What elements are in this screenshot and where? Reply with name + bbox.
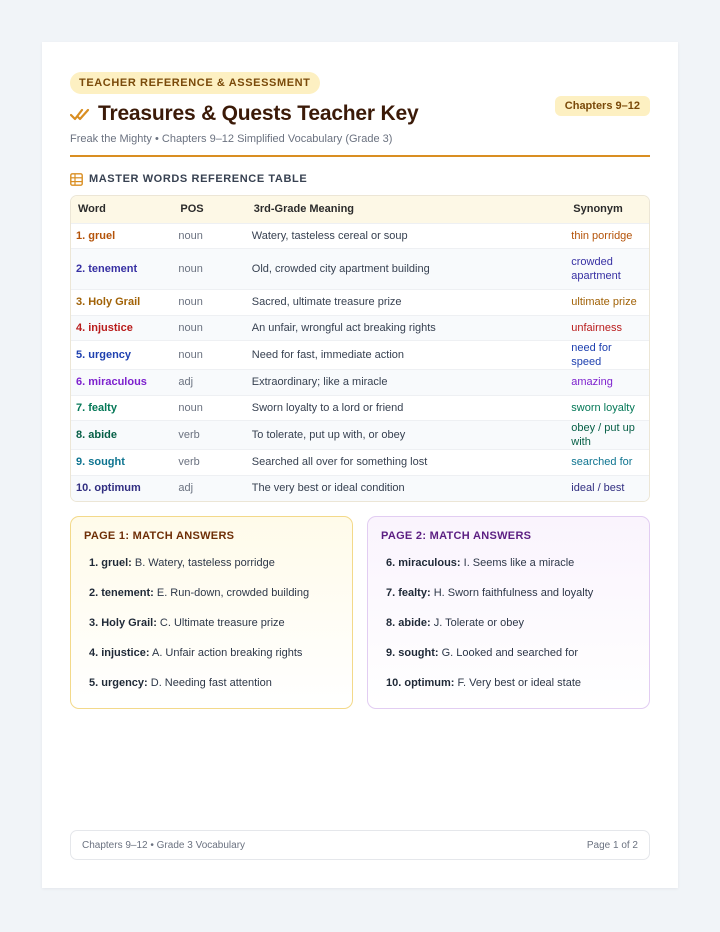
- answer-text: C. Ultimate treasure prize: [159, 616, 285, 629]
- word-cell: 3. Holy Grail: [71, 290, 173, 316]
- word-cell: 8. abide: [71, 421, 173, 450]
- answer-text: H. Sworn faithfulness and loyalty: [433, 586, 594, 599]
- col-synonym-header: Synonym: [573, 203, 623, 216]
- table-section-title: MASTER WORDS REFERENCE TABLE: [89, 173, 308, 185]
- synonym-cell: amazing: [566, 370, 649, 396]
- table-row: [71, 223, 649, 249]
- table-row: [71, 395, 649, 421]
- answer-term: 7. fealty:: [386, 586, 431, 599]
- section-pill: TEACHER REFERENCE & ASSESSMENT: [70, 72, 320, 94]
- answer-item: [386, 646, 636, 676]
- answer-text: G. Looked and searched for: [441, 646, 578, 659]
- answer-item: [89, 556, 339, 586]
- double-check-icon: [70, 106, 92, 122]
- synonym-cell: searched for: [566, 450, 649, 476]
- meaning-cell: Extraordinary; like a miracle: [247, 370, 567, 396]
- answer-term: 10. optimum:: [386, 676, 455, 689]
- table-row: [71, 249, 649, 290]
- page1-answers-title: PAGE 1: MATCH ANSWERS: [84, 529, 235, 542]
- page1-answers-box: [70, 516, 353, 709]
- col-meaning-header: 3rd-Grade Meaning: [253, 203, 355, 216]
- answer-item: [386, 616, 636, 646]
- page2-answers-list: [381, 556, 636, 706]
- answer-item: [386, 676, 636, 706]
- footer-left-text: Chapters 9–12 • Grade 3 Vocabulary: [82, 839, 246, 851]
- page1-answers-list: [84, 556, 339, 706]
- answer-term: 2. tenement:: [89, 586, 154, 599]
- synonym-cell: obey / put up with: [566, 421, 649, 450]
- table-row: [71, 475, 649, 501]
- answer-item: [89, 676, 339, 706]
- word-cell: 10. optimum: [71, 475, 173, 501]
- table-row: [71, 341, 649, 370]
- word-cell: 9. sought: [71, 450, 173, 476]
- table-row: [71, 421, 649, 450]
- synonym-cell: sworn loyalty: [566, 395, 649, 421]
- pos-cell: noun: [173, 341, 246, 370]
- page2-answers-box: [367, 516, 650, 709]
- page-footer: [70, 830, 650, 860]
- word-cell: 7. fealty: [71, 395, 173, 421]
- meaning-cell: The very best or ideal condition: [247, 475, 567, 501]
- table-row: [71, 370, 649, 396]
- pos-cell: noun: [173, 249, 246, 290]
- answer-boxes: [70, 516, 650, 709]
- answer-term: 6. miraculous:: [386, 556, 461, 569]
- word-cell: 1. gruel: [71, 223, 173, 249]
- table-header-row: [71, 196, 649, 223]
- answer-text: D. Needing fast attention: [150, 676, 272, 689]
- pos-cell: adj: [173, 370, 246, 396]
- table-row: [71, 450, 649, 476]
- table-row: [71, 290, 649, 316]
- answer-text: E. Run-down, crowded building: [156, 586, 310, 599]
- answer-term: 1. gruel:: [89, 556, 132, 569]
- answer-text: F. Very best or ideal state: [457, 676, 582, 689]
- col-pos-header: POS: [180, 203, 204, 216]
- worksheet-page: [42, 42, 678, 888]
- synonym-cell: ultimate prize: [566, 290, 649, 316]
- pos-cell: adj: [173, 475, 246, 501]
- page2-answers-title: PAGE 2: MATCH ANSWERS: [381, 529, 532, 542]
- table-grid-icon: [70, 173, 83, 186]
- meaning-cell: Watery, tasteless cereal or soup: [247, 223, 567, 249]
- pos-cell: noun: [173, 290, 246, 316]
- answer-text: B. Watery, tasteless porridge: [134, 556, 275, 569]
- answer-term: 8. abide:: [386, 616, 431, 629]
- answer-text: I. Seems like a miracle: [463, 556, 575, 569]
- answer-item: [89, 646, 339, 676]
- pos-cell: verb: [173, 421, 246, 450]
- page-title: Treasures & Quests Teacher Key: [98, 102, 419, 125]
- word-cell: 5. urgency: [71, 341, 173, 370]
- page-subtitle: Freak the Mighty • Chapters 9–12 Simplified Vocabulary (Grade 3): [70, 133, 393, 145]
- meaning-cell: Sacred, ultimate treasure prize: [247, 290, 567, 316]
- table-section-heading: [70, 171, 650, 187]
- meaning-cell: Need for fast, immediate action: [247, 341, 567, 370]
- pos-cell: noun: [173, 395, 246, 421]
- answer-text: J. Tolerate or obey: [433, 616, 524, 629]
- table-row: [71, 315, 649, 341]
- synonym-cell: thin porridge: [566, 223, 649, 249]
- synonym-cell: need for speed: [566, 341, 649, 370]
- meaning-cell: To tolerate, put up with, or obey: [247, 421, 567, 450]
- chapter-badge: Chapters 9–12: [555, 96, 650, 116]
- answer-term: 5. urgency:: [89, 676, 148, 689]
- answer-item: [89, 586, 339, 616]
- answer-term: 3. Holy Grail:: [89, 616, 157, 629]
- answer-text: A. Unfair action breaking rights: [151, 646, 303, 659]
- meaning-cell: Old, crowded city apartment building: [247, 249, 567, 290]
- pos-cell: noun: [173, 223, 246, 249]
- word-cell: 4. injustice: [71, 315, 173, 341]
- answer-item: [89, 616, 339, 646]
- synonym-cell: unfairness: [566, 315, 649, 341]
- answer-term: 9. sought:: [386, 646, 439, 659]
- synonym-cell: crowded apartment: [566, 249, 649, 290]
- pos-cell: verb: [173, 450, 246, 476]
- answer-item: [386, 586, 636, 616]
- col-word-header: Word: [78, 203, 106, 216]
- page-number: Page 1 of 2: [586, 839, 638, 851]
- word-cell: 6. miraculous: [71, 370, 173, 396]
- synonym-cell: ideal / best: [566, 475, 649, 501]
- meaning-cell: Searched all over for something lost: [247, 450, 567, 476]
- answer-item: [386, 556, 636, 586]
- meaning-cell: Sworn loyalty to a lord or friend: [247, 395, 567, 421]
- word-cell: 2. tenement: [71, 249, 173, 290]
- vocabulary-table: [70, 195, 650, 502]
- answer-term: 4. injustice:: [89, 646, 150, 659]
- pos-cell: noun: [173, 315, 246, 341]
- page-content: [70, 72, 650, 709]
- header-divider: [70, 155, 650, 157]
- meaning-cell: An unfair, wrongful act breaking rights: [247, 315, 567, 341]
